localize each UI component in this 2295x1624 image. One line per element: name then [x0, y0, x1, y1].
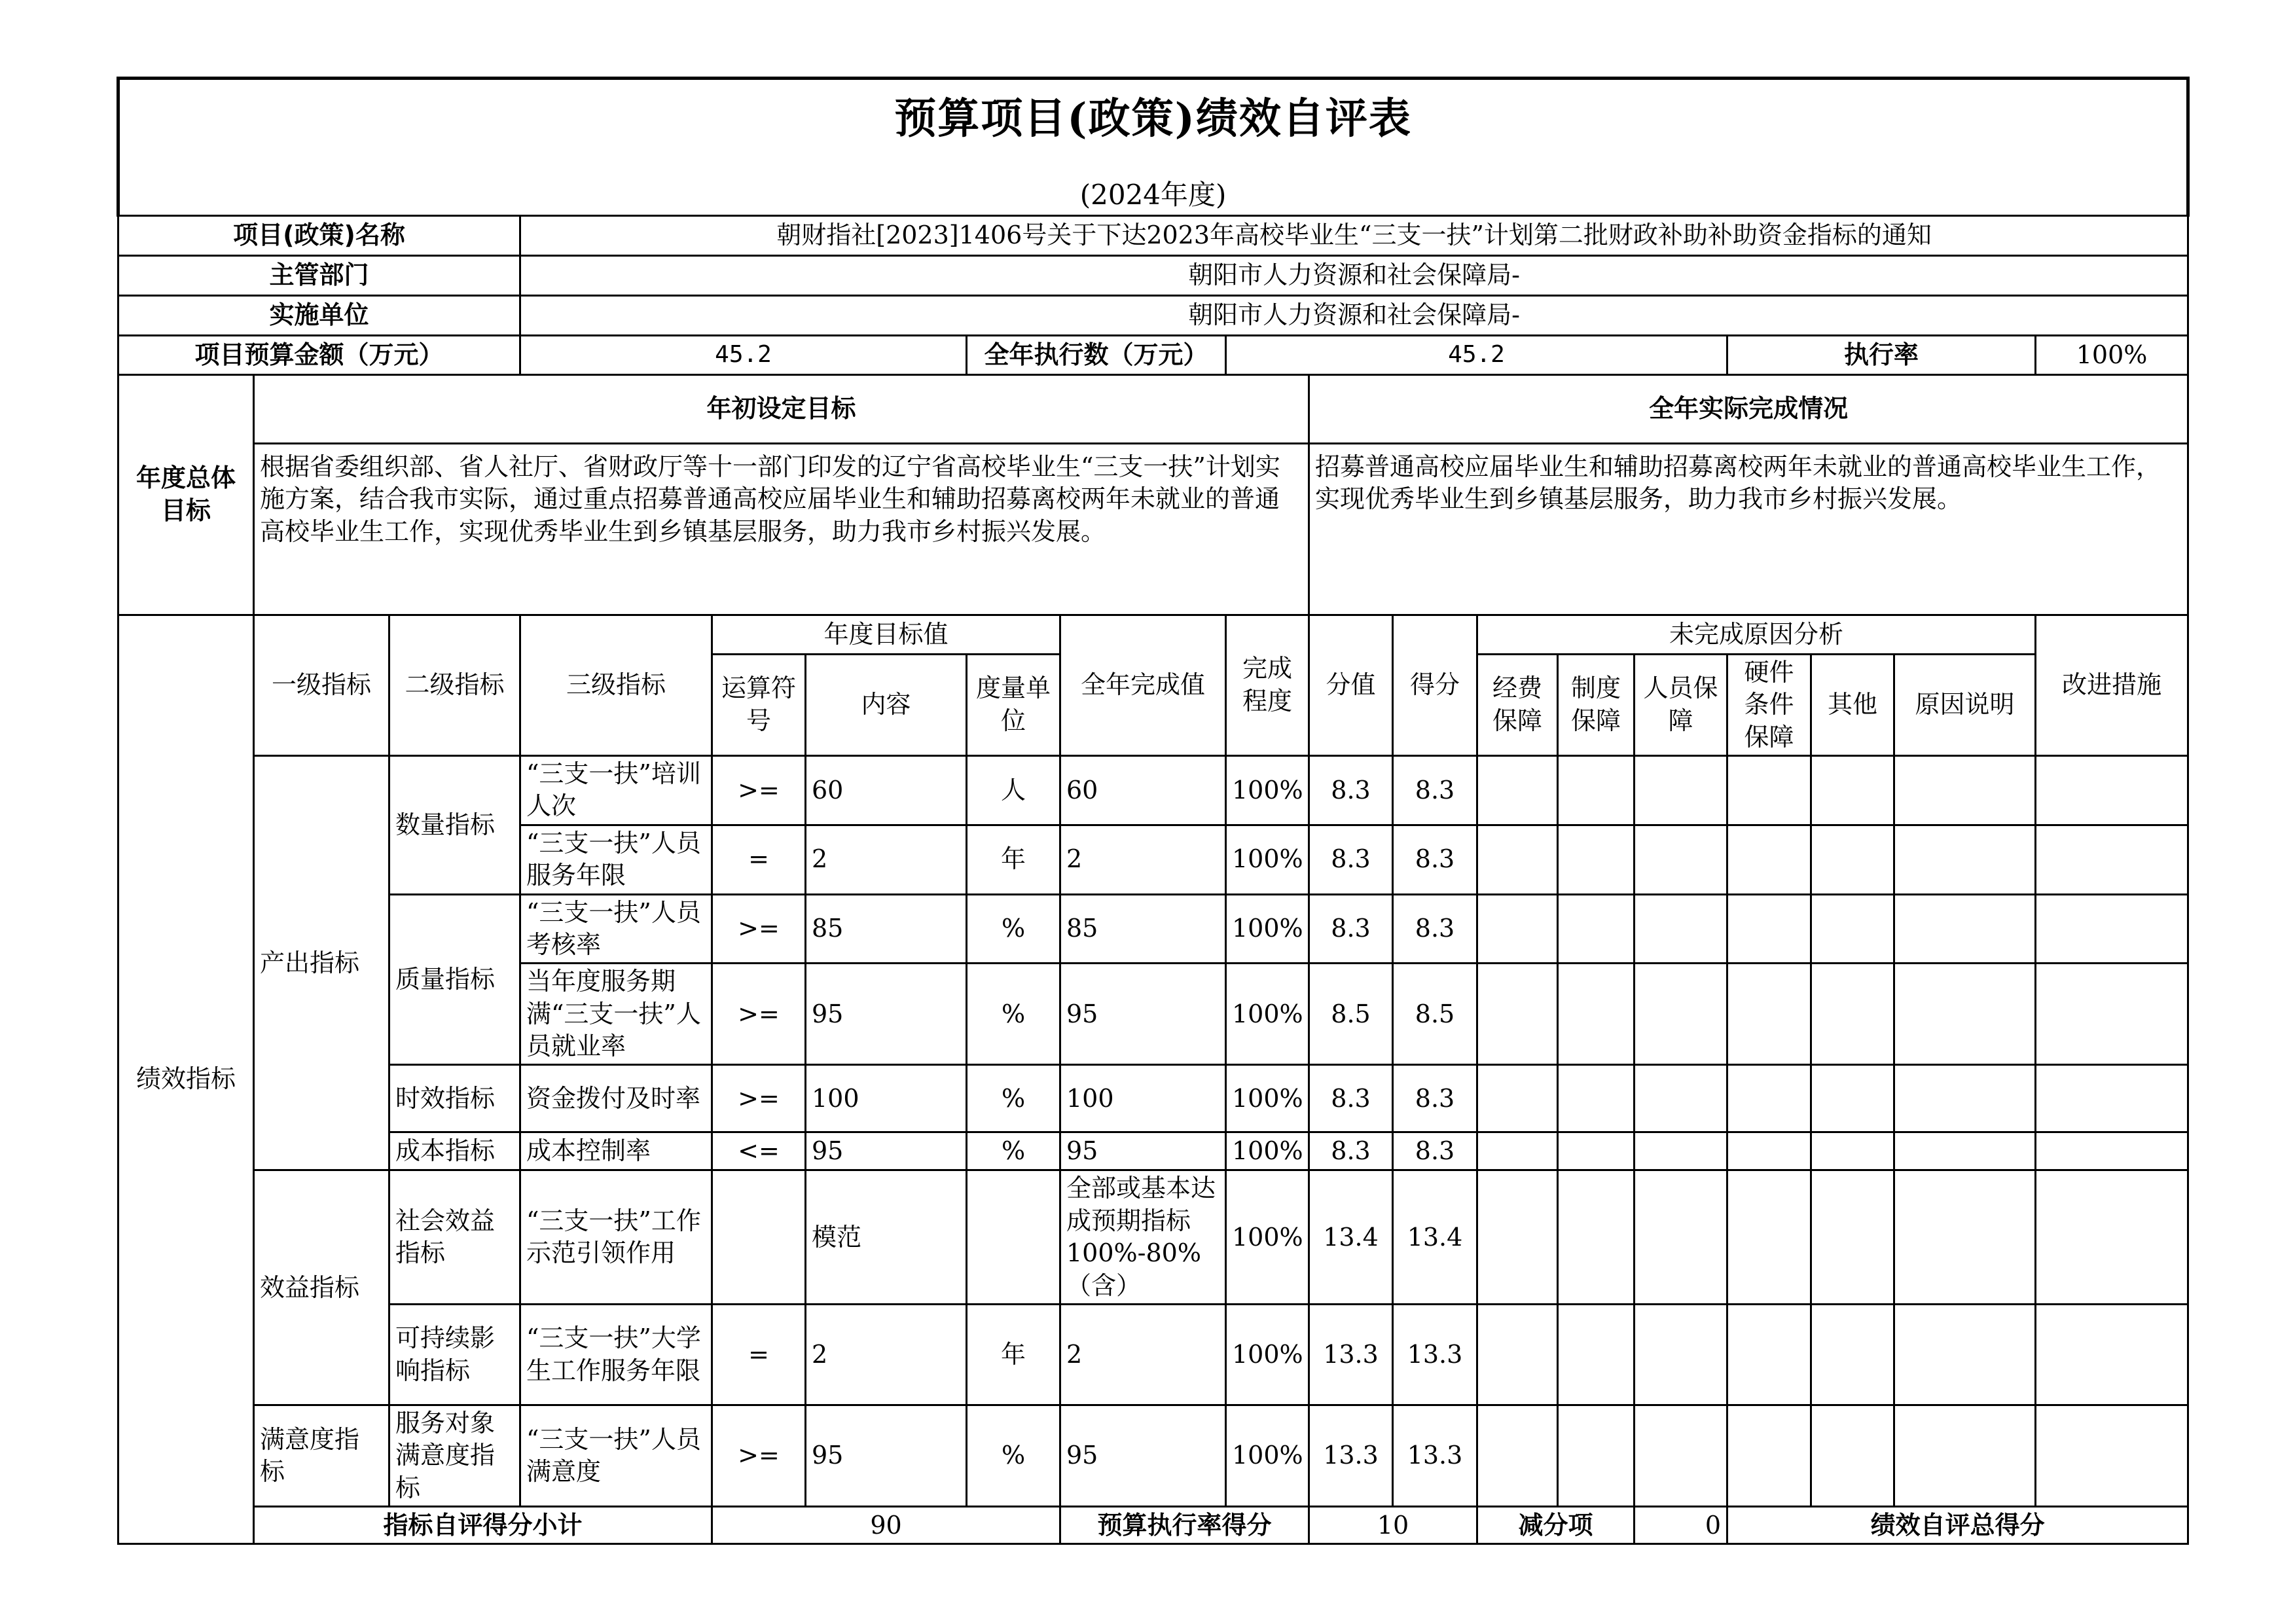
content-cell: 85 [806, 894, 967, 964]
score-cell: 13.3 [1393, 1405, 1477, 1507]
weight-cell: 13.3 [1309, 1305, 1393, 1405]
operator-cell [712, 1170, 806, 1305]
project-name-value: 朝财指社[2023]1406号关于下达2023年高校毕业生“三支一扶”计划第二批财政补助补助资金指标的通知 [520, 215, 2188, 255]
content-header: 内容 [806, 654, 967, 755]
score-cell: 8.5 [1393, 964, 1477, 1065]
improvement-cell [2036, 964, 2188, 1065]
reason-funds-cell [1477, 825, 1558, 894]
degree-cell: 100% [1226, 1170, 1309, 1305]
deduction-value: 0 [1635, 1507, 1727, 1544]
reason-desc-cell [1894, 755, 2036, 825]
reason-staff-cell [1635, 755, 1727, 825]
degree-cell: 100% [1226, 894, 1309, 964]
actual-cell: 95 [1060, 1405, 1226, 1507]
content-cell: 95 [806, 964, 967, 1065]
reason-analysis-header: 未完成原因分析 [1477, 615, 2036, 654]
reason-hardware-cell [1727, 755, 1811, 825]
improvement-cell [2036, 1405, 2188, 1507]
perf-indicator-label: 绩效指标 [118, 615, 254, 1543]
level2-quantity: 数量指标 [389, 755, 520, 894]
actual-cell: 85 [1060, 894, 1226, 964]
content-cell: 2 [806, 825, 967, 894]
level3-header: 三级指标 [520, 615, 712, 755]
actual-completion-text: 招募普通高校应届毕业生和辅助招募离校两年未就业的普通高校毕业生工作，实现优秀毕业生到乡镇基层服务，助力我市乡村振兴发展。 [1309, 443, 2188, 615]
reason-hardware-cell [1727, 825, 1811, 894]
annual-goal-label: 年度总体目标 [118, 374, 254, 615]
evaluation-sheet [117, 77, 2186, 1545]
weight-cell: 8.3 [1309, 755, 1393, 825]
operator-cell: >= [712, 1405, 806, 1507]
operator-cell: <= [712, 1132, 806, 1170]
reason-hardware-cell [1727, 1170, 1811, 1305]
level3-cell: “三支一扶”大学生工作服务年限 [520, 1305, 712, 1405]
reason-staff-cell [1635, 1305, 1727, 1405]
improvement-cell [2036, 1132, 2188, 1170]
form-title: 预算项目(政策)绩效自评表 [894, 94, 1412, 143]
score-cell: 13.3 [1393, 1305, 1477, 1405]
actual-completion-header: 全年实际完成情况 [1309, 374, 2188, 443]
reason-desc-cell [1894, 1170, 2036, 1305]
actual-value-header: 全年完成值 [1060, 615, 1226, 755]
reason-desc-cell [1894, 1405, 2036, 1507]
level3-cell: “三支一扶”人员满意度 [520, 1405, 712, 1507]
operator-cell: >= [712, 894, 806, 964]
reason-hardware-cell [1727, 964, 1811, 1065]
annual-target-header: 年度目标值 [712, 615, 1060, 654]
exec-rate-value: 100% [2036, 335, 2188, 374]
operator-cell: >= [712, 755, 806, 825]
reason-staff-cell [1635, 1405, 1727, 1507]
content-cell: 95 [806, 1405, 967, 1507]
improvement-header: 改进措施 [2036, 615, 2188, 755]
degree-cell: 100% [1226, 964, 1309, 1065]
reason-funds-cell [1477, 1132, 1558, 1170]
unit-cell [967, 1170, 1060, 1305]
level3-cell: 当年度服务期满“三支一扶”人员就业率 [520, 964, 712, 1065]
improvement-cell [2036, 755, 2188, 825]
score-cell: 8.3 [1393, 1065, 1477, 1132]
reason-system-header: 制度保障 [1558, 654, 1635, 755]
reason-staff-cell [1635, 1170, 1727, 1305]
reason-other-cell [1811, 1305, 1894, 1405]
content-cell: 100 [806, 1065, 967, 1132]
reason-system-cell [1558, 894, 1635, 964]
actual-cell: 全部或基本达成预期指标100%-80%（含） [1060, 1170, 1226, 1305]
actual-cell: 95 [1060, 1132, 1226, 1170]
reason-hardware-cell [1727, 1405, 1811, 1507]
actual-cell: 2 [1060, 1305, 1226, 1405]
level2-cost: 成本指标 [389, 1132, 520, 1170]
degree-cell: 100% [1226, 1132, 1309, 1170]
level1-benefit: 效益指标 [254, 1170, 389, 1405]
weight-cell: 8.3 [1309, 825, 1393, 894]
actual-cell: 95 [1060, 964, 1226, 1065]
reason-desc-header: 原因说明 [1894, 654, 2036, 755]
impl-unit-value: 朝阳市人力资源和社会保障局- [520, 295, 2188, 335]
level2-timeliness: 时效指标 [389, 1065, 520, 1132]
unit-cell: % [967, 1405, 1060, 1507]
form-year: (2024年度) [1079, 179, 1227, 211]
reason-hardware-cell [1727, 1305, 1811, 1405]
budget-amount-label: 项目预算金额（万元） [118, 335, 520, 374]
degree-cell: 100% [1226, 755, 1309, 825]
unit-cell: % [967, 894, 1060, 964]
reason-other-header: 其他 [1811, 654, 1894, 755]
subtotal-label: 指标自评得分小计 [254, 1507, 712, 1544]
score-cell: 8.3 [1393, 825, 1477, 894]
content-cell: 2 [806, 1305, 967, 1405]
actual-cell: 100 [1060, 1065, 1226, 1132]
operator-cell: = [712, 825, 806, 894]
reason-funds-cell [1477, 755, 1558, 825]
level3-cell: “三支一扶”人员考核率 [520, 894, 712, 964]
operator-header: 运算符号 [712, 654, 806, 755]
weight-cell: 8.5 [1309, 964, 1393, 1065]
unit-cell: 人 [967, 755, 1060, 825]
reason-system-cell [1558, 1305, 1635, 1405]
reason-staff-header: 人员保障 [1635, 654, 1727, 755]
reason-funds-cell [1477, 1305, 1558, 1405]
reason-other-cell [1811, 1132, 1894, 1170]
reason-other-cell [1811, 964, 1894, 1065]
unit-cell: 年 [967, 1305, 1060, 1405]
reason-desc-cell [1894, 1065, 2036, 1132]
reason-funds-cell [1477, 1170, 1558, 1305]
score-cell: 8.3 [1393, 894, 1477, 964]
level3-cell: “三支一扶”培训人次 [520, 755, 712, 825]
reason-desc-cell [1894, 964, 2036, 1065]
weight-cell: 8.3 [1309, 1065, 1393, 1132]
unit-cell: 年 [967, 825, 1060, 894]
reason-funds-cell [1477, 1405, 1558, 1507]
reason-other-cell [1811, 825, 1894, 894]
weight-cell: 13.4 [1309, 1170, 1393, 1305]
improvement-cell [2036, 1170, 2188, 1305]
reason-staff-cell [1635, 1132, 1727, 1170]
unit-header: 度量单位 [967, 654, 1060, 755]
reason-other-cell [1811, 1405, 1894, 1507]
level1-output: 产出指标 [254, 755, 389, 1170]
improvement-cell [2036, 1305, 2188, 1405]
reason-funds-cell [1477, 1065, 1558, 1132]
improvement-cell [2036, 825, 2188, 894]
reason-hardware-header: 硬件条件保障 [1727, 654, 1811, 755]
degree-cell: 100% [1226, 1405, 1309, 1507]
reason-system-cell [1558, 1132, 1635, 1170]
level1-satisfaction: 满意度指标 [254, 1405, 389, 1507]
unit-cell: % [967, 964, 1060, 1065]
reason-staff-cell [1635, 1065, 1727, 1132]
project-name-label: 项目(政策)名称 [118, 215, 520, 255]
reason-staff-cell [1635, 825, 1727, 894]
level3-cell: “三支一扶”工作示范引领作用 [520, 1170, 712, 1305]
degree-cell: 100% [1226, 825, 1309, 894]
reason-funds-cell [1477, 894, 1558, 964]
impl-unit-label: 实施单位 [118, 295, 520, 335]
level3-cell: 成本控制率 [520, 1132, 712, 1170]
reason-funds-cell [1477, 964, 1558, 1065]
completion-degree-header: 完成程度 [1226, 615, 1309, 755]
improvement-cell [2036, 894, 2188, 964]
reason-hardware-cell [1727, 894, 1811, 964]
content-cell: 模范 [806, 1170, 967, 1305]
weight-cell: 13.3 [1309, 1405, 1393, 1507]
reason-other-cell [1811, 894, 1894, 964]
reason-other-cell [1811, 1065, 1894, 1132]
unit-cell: % [967, 1065, 1060, 1132]
title-cell [118, 79, 2188, 216]
reason-other-cell [1811, 1170, 1894, 1305]
exec-rate-label: 执行率 [1727, 335, 2036, 374]
reason-desc-cell [1894, 894, 2036, 964]
operator-cell: >= [712, 1065, 806, 1132]
score-cell: 13.4 [1393, 1170, 1477, 1305]
reason-other-cell [1811, 755, 1894, 825]
reason-desc-cell [1894, 1305, 2036, 1405]
reason-hardware-cell [1727, 1065, 1811, 1132]
reason-system-cell [1558, 1405, 1635, 1507]
degree-cell: 100% [1226, 1305, 1309, 1405]
reason-funds-header: 经费保障 [1477, 654, 1558, 755]
reason-staff-cell [1635, 964, 1727, 1065]
score-cell: 8.3 [1393, 755, 1477, 825]
reason-hardware-cell [1727, 1132, 1811, 1170]
content-cell: 95 [806, 1132, 967, 1170]
budget-amount-value: 45.2 [520, 335, 967, 374]
operator-cell: = [712, 1305, 806, 1405]
dept-value: 朝阳市人力资源和社会保障局- [520, 255, 2188, 295]
reason-desc-cell [1894, 1132, 2036, 1170]
reason-system-cell [1558, 825, 1635, 894]
reason-system-cell [1558, 755, 1635, 825]
level2-quality: 质量指标 [389, 894, 520, 1065]
level2-sustain: 可持续影响指标 [389, 1305, 520, 1405]
evaluation-table [117, 77, 2189, 1545]
level3-cell: 资金拨付及时率 [520, 1065, 712, 1132]
weight-header: 分值 [1309, 615, 1393, 755]
budget-rate-score-label: 预算执行率得分 [1060, 1507, 1309, 1544]
level2-service: 服务对象满意度指标 [389, 1405, 520, 1507]
operator-cell: >= [712, 964, 806, 1065]
exec-amount-label: 全年执行数（万元） [967, 335, 1226, 374]
weight-cell: 8.3 [1309, 1132, 1393, 1170]
deduction-label: 减分项 [1477, 1507, 1635, 1544]
level2-social: 社会效益指标 [389, 1170, 520, 1305]
initial-goal-text: 根据省委组织部、省人社厅、省财政厅等十一部门印发的辽宁省高校毕业生“三支一扶”计划实施方案，结合我市实际，通过重点招募普通高校应届毕业生和辅助招募离校两年未就业的普通高校毕业生工作，实现优秀毕业生到乡镇基层服务，助力我市乡村振兴发展。 [254, 443, 1309, 615]
reason-system-cell [1558, 964, 1635, 1065]
initial-goal-header: 年初设定目标 [254, 374, 1309, 443]
unit-cell: % [967, 1132, 1060, 1170]
improvement-cell [2036, 1065, 2188, 1132]
level1-header: 一级指标 [254, 615, 389, 755]
reason-staff-cell [1635, 894, 1727, 964]
total-score-label: 绩效自评总得分 [1727, 1507, 2188, 1544]
actual-cell: 60 [1060, 755, 1226, 825]
reason-system-cell [1558, 1065, 1635, 1132]
dept-label: 主管部门 [118, 255, 520, 295]
score-cell: 8.3 [1393, 1132, 1477, 1170]
weight-cell: 8.3 [1309, 894, 1393, 964]
exec-amount-value: 45.2 [1226, 335, 1727, 374]
actual-cell: 2 [1060, 825, 1226, 894]
level2-header: 二级指标 [389, 615, 520, 755]
degree-cell: 100% [1226, 1065, 1309, 1132]
level3-cell: “三支一扶”人员服务年限 [520, 825, 712, 894]
subtotal-value: 90 [712, 1507, 1060, 1544]
reason-desc-cell [1894, 825, 2036, 894]
budget-rate-score-value: 10 [1309, 1507, 1477, 1544]
score-header: 得分 [1393, 615, 1477, 755]
reason-system-cell [1558, 1170, 1635, 1305]
content-cell: 60 [806, 755, 967, 825]
